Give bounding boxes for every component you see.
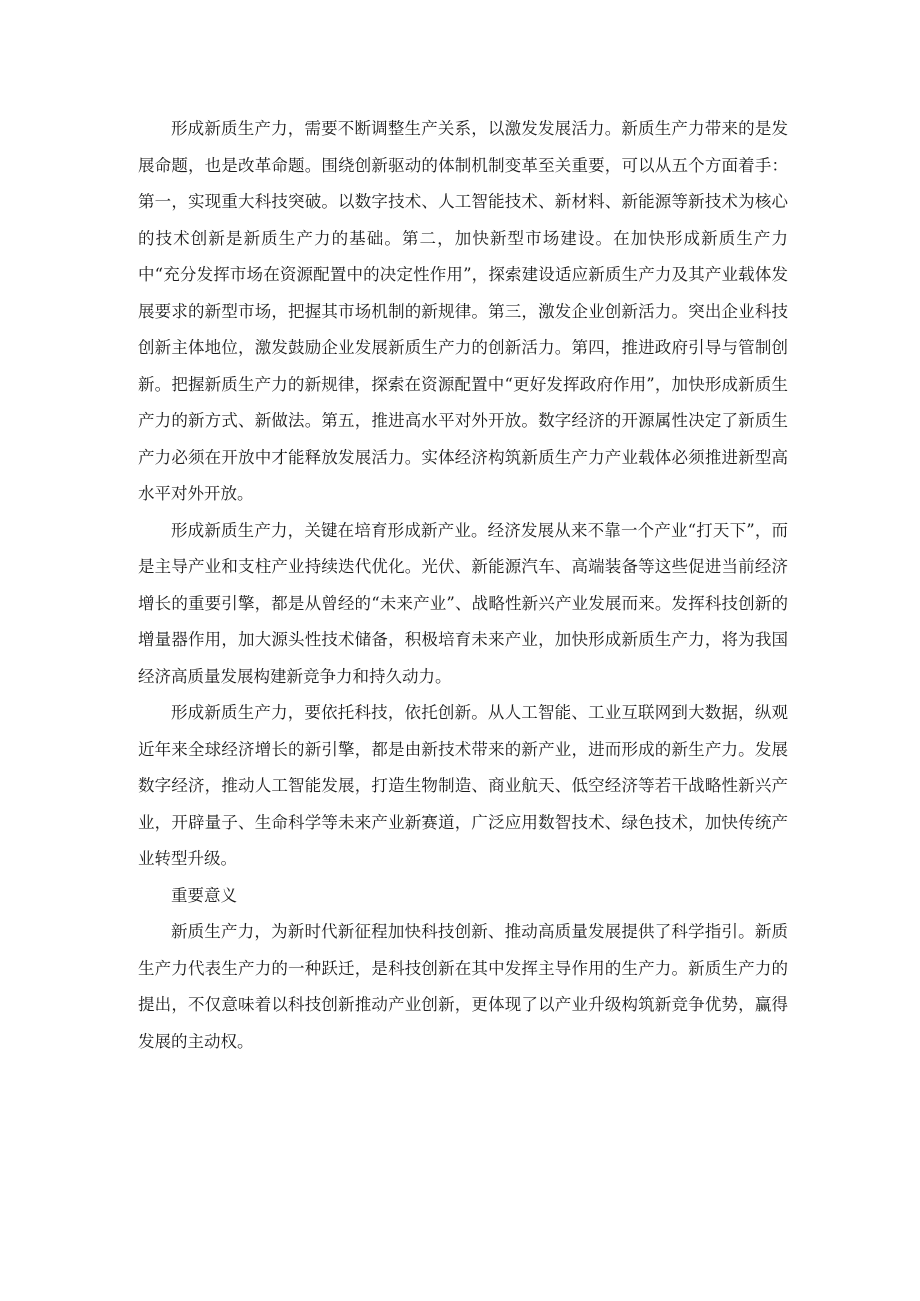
paragraph-2: 形成新质生产力，关键在培育形成新产业。经济发展从来不靠一个产业“打天下”，而是主导产业和支柱产业持续迭代优化。光伏、新能源汽车、高端装备等这些促进当前经济增长的重要引擎，都是从曾经的“未来产业”、战略性新兴产业发展而来。发挥科技创新的增量器作用，加大源头性技术储备，积极培育未来产业，加快形成新质生产力，将为我国经济高质量发展构建新竞争力和持久动力。	[138, 520, 788, 686]
section-heading: 重要意义	[171, 885, 237, 905]
paragraph-3: 形成新质生产力，要依托科技，依托创新。从人工智能、工业互联网到大数据，纵观近年来全球经济增长的新引擎，都是由新技术带来的新产业，进而形成的新生产力。发展数字经济，推动人工智能发展，打造生物制造、商业航天、低空经济等若干战略性新兴产业，开辟量子、生命科学等未来产业新赛道，广泛应用数智技术、绿色技术，加快传统产业转型升级。	[138, 703, 788, 868]
paragraph-4: 新质生产力，为新时代新征程加快科技创新、推动高质量发展提供了科学指引。新质生产力代表生产力的一种跃迁，是科技创新在其中发挥主导作用的生产力。新质生产力的提出，不仅意味着以科技创新推动产业创新，更体现了以产业升级构筑新竞争优势，赢得发展的主动权。	[138, 922, 788, 1051]
paragraph-1: 形成新质生产力，需要不断调整生产关系，以激发发展活力。新质生产力带来的是发展命题，也是改革命题。围绕创新驱动的体制机制变革至关重要，可以从五个方面着手：第一，实现重大科技突破。以数字技术、人工智能技术、新材料、新能源等新技术为核心的技术创新是新质生产力的基础。第二，加快新型市场建设。在加快形成新质生产力中“充分发挥市场在资源配置中的决定性作用”，探索建设适应新质生产力及其产业载体发展要求的新型市场，把握其市场机制的新规律。第三，激发企业创新活力。突出企业科技创新主体地位，激发鼓励企业发展新质生产力的创新活力。第四，推进政府引导与管制创新。把握新质生产力的新规律，探索在资源配置中“更好发挥政府作用”，加快形成新质生产力的新方式、新做法。第五，推进高水平对外开放。数字经济的开源属性决定了新质生产力必须在开放中才能释放发展活力。实体经济构筑新质生产力产业载体必须推进新型高水平对外开放。	[138, 119, 788, 503]
document-body	[138, 111, 788, 1060]
